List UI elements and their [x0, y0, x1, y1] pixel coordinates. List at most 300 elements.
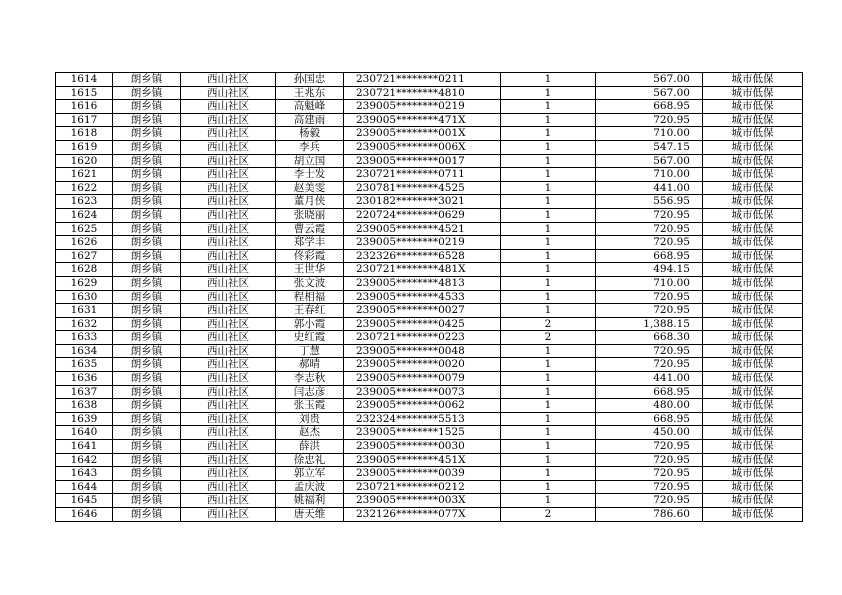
table-row: [56, 467, 803, 481]
table-row: [56, 181, 803, 195]
serial-number-cell: 1623: [56, 195, 113, 209]
table-row: [56, 290, 803, 304]
table-row: [56, 195, 803, 209]
town-cell: 朗乡镇: [113, 467, 181, 481]
data-sheet: [55, 72, 803, 522]
serial-number-cell: 1635: [56, 358, 113, 372]
table-row: [56, 208, 803, 222]
amount-cell: 480.00: [596, 399, 703, 413]
town-cell: 朗乡镇: [113, 140, 181, 154]
town-cell: 朗乡镇: [113, 222, 181, 236]
benefit-type-cell: 城市低保: [703, 480, 803, 494]
community-cell: 西山社区: [181, 127, 276, 141]
community-cell: 西山社区: [181, 344, 276, 358]
person-name-cell: 郭立军: [276, 467, 344, 481]
household-count-cell: 1: [501, 399, 596, 413]
household-count-cell: 1: [501, 86, 596, 100]
serial-number-cell: 1636: [56, 372, 113, 386]
person-name-cell: 闫志彦: [276, 385, 344, 399]
table-row: [56, 372, 803, 386]
amount-cell: 720.95: [596, 113, 703, 127]
benefit-type-cell: 城市低保: [703, 304, 803, 318]
table-row: [56, 344, 803, 358]
serial-number-cell: 1614: [56, 73, 113, 87]
person-name-cell: 张文波: [276, 276, 344, 290]
person-name-cell: 王兆东: [276, 86, 344, 100]
person-name-cell: 徐忠礼: [276, 453, 344, 467]
person-name-cell: 刘贵: [276, 412, 344, 426]
town-cell: 朗乡镇: [113, 86, 181, 100]
table-row: [56, 426, 803, 440]
serial-number-cell: 1645: [56, 494, 113, 508]
amount-cell: 720.95: [596, 453, 703, 467]
amount-cell: 710.00: [596, 127, 703, 141]
id-number-cell: 239005********0425: [344, 317, 501, 331]
community-cell: 西山社区: [181, 73, 276, 87]
household-count-cell: 1: [501, 208, 596, 222]
amount-cell: 720.95: [596, 480, 703, 494]
household-count-cell: 1: [501, 453, 596, 467]
town-cell: 朗乡镇: [113, 195, 181, 209]
household-count-cell: 2: [501, 317, 596, 331]
id-number-cell: 232126********077X: [344, 508, 501, 522]
amount-cell: 494.15: [596, 263, 703, 277]
table-row: [56, 140, 803, 154]
town-cell: 朗乡镇: [113, 113, 181, 127]
town-cell: 朗乡镇: [113, 331, 181, 345]
community-cell: 西山社区: [181, 426, 276, 440]
benefit-type-cell: 城市低保: [703, 249, 803, 263]
community-cell: 西山社区: [181, 236, 276, 250]
community-cell: 西山社区: [181, 412, 276, 426]
amount-cell: 720.95: [596, 358, 703, 372]
id-number-cell: 230721********0211: [344, 73, 501, 87]
amount-cell: 547.15: [596, 140, 703, 154]
benefit-type-cell: 城市低保: [703, 453, 803, 467]
town-cell: 朗乡镇: [113, 317, 181, 331]
household-count-cell: 1: [501, 195, 596, 209]
town-cell: 朗乡镇: [113, 263, 181, 277]
town-cell: 朗乡镇: [113, 154, 181, 168]
household-count-cell: 1: [501, 304, 596, 318]
person-name-cell: 佟彩霞: [276, 249, 344, 263]
benefit-type-cell: 城市低保: [703, 344, 803, 358]
table-row: [56, 263, 803, 277]
household-count-cell: 1: [501, 127, 596, 141]
benefit-type-cell: 城市低保: [703, 426, 803, 440]
community-cell: 西山社区: [181, 100, 276, 114]
household-count-cell: 1: [501, 385, 596, 399]
community-cell: 西山社区: [181, 249, 276, 263]
table-row: [56, 494, 803, 508]
amount-cell: 720.95: [596, 344, 703, 358]
records-table-body: [56, 73, 803, 522]
serial-number-cell: 1634: [56, 344, 113, 358]
community-cell: 西山社区: [181, 331, 276, 345]
town-cell: 朗乡镇: [113, 440, 181, 454]
table-row: [56, 399, 803, 413]
id-number-cell: 230721********0212: [344, 480, 501, 494]
household-count-cell: 1: [501, 344, 596, 358]
benefit-type-cell: 城市低保: [703, 412, 803, 426]
town-cell: 朗乡镇: [113, 426, 181, 440]
amount-cell: 556.95: [596, 195, 703, 209]
id-number-cell: 239005********001X: [344, 127, 501, 141]
serial-number-cell: 1642: [56, 453, 113, 467]
household-count-cell: 1: [501, 73, 596, 87]
amount-cell: 786.60: [596, 508, 703, 522]
person-name-cell: 薛洪: [276, 440, 344, 454]
community-cell: 西山社区: [181, 304, 276, 318]
id-number-cell: 239005********1525: [344, 426, 501, 440]
table-row: [56, 127, 803, 141]
id-number-cell: 230721********481X: [344, 263, 501, 277]
person-name-cell: 郑学丰: [276, 236, 344, 250]
serial-number-cell: 1622: [56, 181, 113, 195]
town-cell: 朗乡镇: [113, 344, 181, 358]
id-number-cell: 232326********6528: [344, 249, 501, 263]
household-count-cell: 1: [501, 168, 596, 182]
table-row: [56, 317, 803, 331]
amount-cell: 720.95: [596, 208, 703, 222]
amount-cell: 668.30: [596, 331, 703, 345]
id-number-cell: 239005********0219: [344, 236, 501, 250]
town-cell: 朗乡镇: [113, 73, 181, 87]
town-cell: 朗乡镇: [113, 480, 181, 494]
serial-number-cell: 1626: [56, 236, 113, 250]
benefit-type-cell: 城市低保: [703, 440, 803, 454]
id-number-cell: 230182********3021: [344, 195, 501, 209]
amount-cell: 567.00: [596, 154, 703, 168]
serial-number-cell: 1630: [56, 290, 113, 304]
serial-number-cell: 1643: [56, 467, 113, 481]
community-cell: 西山社区: [181, 440, 276, 454]
records-table: [55, 72, 803, 522]
community-cell: 西山社区: [181, 399, 276, 413]
amount-cell: 720.95: [596, 440, 703, 454]
town-cell: 朗乡镇: [113, 181, 181, 195]
serial-number-cell: 1627: [56, 249, 113, 263]
id-number-cell: 239005********0039: [344, 467, 501, 481]
id-number-cell: 230721********0711: [344, 168, 501, 182]
id-number-cell: 239005********0079: [344, 372, 501, 386]
benefit-type-cell: 城市低保: [703, 113, 803, 127]
benefit-type-cell: 城市低保: [703, 358, 803, 372]
table-row: [56, 249, 803, 263]
amount-cell: 1,388.15: [596, 317, 703, 331]
benefit-type-cell: 城市低保: [703, 331, 803, 345]
community-cell: 西山社区: [181, 140, 276, 154]
town-cell: 朗乡镇: [113, 276, 181, 290]
person-name-cell: 胡立国: [276, 154, 344, 168]
table-row: [56, 385, 803, 399]
serial-number-cell: 1631: [56, 304, 113, 318]
benefit-type-cell: 城市低保: [703, 290, 803, 304]
serial-number-cell: 1620: [56, 154, 113, 168]
person-name-cell: 张玉霞: [276, 399, 344, 413]
id-number-cell: 239005********0219: [344, 100, 501, 114]
community-cell: 西山社区: [181, 480, 276, 494]
serial-number-cell: 1617: [56, 113, 113, 127]
benefit-type-cell: 城市低保: [703, 372, 803, 386]
id-number-cell: 239005********0027: [344, 304, 501, 318]
person-name-cell: 赵杰: [276, 426, 344, 440]
household-count-cell: 1: [501, 412, 596, 426]
person-name-cell: 杨毅: [276, 127, 344, 141]
serial-number-cell: 1629: [56, 276, 113, 290]
serial-number-cell: 1632: [56, 317, 113, 331]
town-cell: 朗乡镇: [113, 494, 181, 508]
household-count-cell: 1: [501, 372, 596, 386]
amount-cell: 720.95: [596, 222, 703, 236]
table-row: [56, 86, 803, 100]
town-cell: 朗乡镇: [113, 399, 181, 413]
person-name-cell: 曹云霞: [276, 222, 344, 236]
community-cell: 西山社区: [181, 222, 276, 236]
person-name-cell: 程相福: [276, 290, 344, 304]
town-cell: 朗乡镇: [113, 372, 181, 386]
person-name-cell: 唐天维: [276, 508, 344, 522]
person-name-cell: 王世华: [276, 263, 344, 277]
amount-cell: 441.00: [596, 372, 703, 386]
household-count-cell: 1: [501, 494, 596, 508]
benefit-type-cell: 城市低保: [703, 154, 803, 168]
table-row: [56, 168, 803, 182]
table-row: [56, 412, 803, 426]
household-count-cell: 1: [501, 358, 596, 372]
household-count-cell: 2: [501, 331, 596, 345]
id-number-cell: 239005********0062: [344, 399, 501, 413]
id-number-cell: 232324********5513: [344, 412, 501, 426]
benefit-type-cell: 城市低保: [703, 263, 803, 277]
town-cell: 朗乡镇: [113, 385, 181, 399]
serial-number-cell: 1628: [56, 263, 113, 277]
amount-cell: 720.95: [596, 290, 703, 304]
person-name-cell: 高建雨: [276, 113, 344, 127]
amount-cell: 668.95: [596, 412, 703, 426]
table-row: [56, 154, 803, 168]
community-cell: 西山社区: [181, 113, 276, 127]
community-cell: 西山社区: [181, 317, 276, 331]
serial-number-cell: 1625: [56, 222, 113, 236]
person-name-cell: 孟庆波: [276, 480, 344, 494]
benefit-type-cell: 城市低保: [703, 127, 803, 141]
person-name-cell: 姚福利: [276, 494, 344, 508]
person-name-cell: 高魁峰: [276, 100, 344, 114]
community-cell: 西山社区: [181, 508, 276, 522]
id-number-cell: 230721********0223: [344, 331, 501, 345]
serial-number-cell: 1633: [56, 331, 113, 345]
benefit-type-cell: 城市低保: [703, 467, 803, 481]
amount-cell: 710.00: [596, 168, 703, 182]
table-row: [56, 331, 803, 345]
person-name-cell: 孙国忠: [276, 73, 344, 87]
amount-cell: 720.95: [596, 304, 703, 318]
id-number-cell: 230721********4810: [344, 86, 501, 100]
table-row: [56, 304, 803, 318]
table-row: [56, 453, 803, 467]
table-row: [56, 222, 803, 236]
community-cell: 西山社区: [181, 154, 276, 168]
person-name-cell: 郝晴: [276, 358, 344, 372]
household-count-cell: 1: [501, 236, 596, 250]
household-count-cell: 1: [501, 113, 596, 127]
serial-number-cell: 1637: [56, 385, 113, 399]
community-cell: 西山社区: [181, 358, 276, 372]
benefit-type-cell: 城市低保: [703, 236, 803, 250]
town-cell: 朗乡镇: [113, 508, 181, 522]
benefit-type-cell: 城市低保: [703, 140, 803, 154]
person-name-cell: 郭小霞: [276, 317, 344, 331]
benefit-type-cell: 城市低保: [703, 195, 803, 209]
household-count-cell: 1: [501, 276, 596, 290]
community-cell: 西山社区: [181, 263, 276, 277]
id-number-cell: 239005********0048: [344, 344, 501, 358]
amount-cell: 710.00: [596, 276, 703, 290]
benefit-type-cell: 城市低保: [703, 168, 803, 182]
town-cell: 朗乡镇: [113, 236, 181, 250]
town-cell: 朗乡镇: [113, 290, 181, 304]
person-name-cell: 李志秋: [276, 372, 344, 386]
amount-cell: 668.95: [596, 385, 703, 399]
table-row: [56, 73, 803, 87]
community-cell: 西山社区: [181, 168, 276, 182]
town-cell: 朗乡镇: [113, 412, 181, 426]
person-name-cell: 史红霞: [276, 331, 344, 345]
household-count-cell: 1: [501, 154, 596, 168]
household-count-cell: 1: [501, 440, 596, 454]
id-number-cell: 239005********0030: [344, 440, 501, 454]
table-row: [56, 440, 803, 454]
town-cell: 朗乡镇: [113, 304, 181, 318]
amount-cell: 720.95: [596, 236, 703, 250]
table-row: [56, 358, 803, 372]
community-cell: 西山社区: [181, 372, 276, 386]
id-number-cell: 239005********0017: [344, 154, 501, 168]
community-cell: 西山社区: [181, 290, 276, 304]
serial-number-cell: 1639: [56, 412, 113, 426]
person-name-cell: 李兵: [276, 140, 344, 154]
town-cell: 朗乡镇: [113, 127, 181, 141]
id-number-cell: 220724********0629: [344, 208, 501, 222]
serial-number-cell: 1641: [56, 440, 113, 454]
amount-cell: 567.00: [596, 73, 703, 87]
household-count-cell: 1: [501, 467, 596, 481]
id-number-cell: 239005********4813: [344, 276, 501, 290]
town-cell: 朗乡镇: [113, 358, 181, 372]
id-number-cell: 239005********0073: [344, 385, 501, 399]
id-number-cell: 239005********0020: [344, 358, 501, 372]
town-cell: 朗乡镇: [113, 168, 181, 182]
id-number-cell: 239005********4521: [344, 222, 501, 236]
household-count-cell: 1: [501, 140, 596, 154]
table-row: [56, 276, 803, 290]
person-name-cell: 赵美雯: [276, 181, 344, 195]
table-row: [56, 508, 803, 522]
amount-cell: 441.00: [596, 181, 703, 195]
household-count-cell: 1: [501, 181, 596, 195]
serial-number-cell: 1618: [56, 127, 113, 141]
benefit-type-cell: 城市低保: [703, 385, 803, 399]
community-cell: 西山社区: [181, 181, 276, 195]
amount-cell: 668.95: [596, 249, 703, 263]
id-number-cell: 239005********471X: [344, 113, 501, 127]
community-cell: 西山社区: [181, 276, 276, 290]
household-count-cell: 1: [501, 263, 596, 277]
serial-number-cell: 1615: [56, 86, 113, 100]
id-number-cell: 239005********4533: [344, 290, 501, 304]
serial-number-cell: 1640: [56, 426, 113, 440]
benefit-type-cell: 城市低保: [703, 317, 803, 331]
household-count-cell: 1: [501, 222, 596, 236]
community-cell: 西山社区: [181, 208, 276, 222]
household-count-cell: 2: [501, 508, 596, 522]
benefit-type-cell: 城市低保: [703, 181, 803, 195]
amount-cell: 567.00: [596, 86, 703, 100]
serial-number-cell: 1644: [56, 480, 113, 494]
community-cell: 西山社区: [181, 195, 276, 209]
community-cell: 西山社区: [181, 467, 276, 481]
table-row: [56, 100, 803, 114]
benefit-type-cell: 城市低保: [703, 276, 803, 290]
table-row: [56, 480, 803, 494]
town-cell: 朗乡镇: [113, 208, 181, 222]
town-cell: 朗乡镇: [113, 453, 181, 467]
town-cell: 朗乡镇: [113, 100, 181, 114]
serial-number-cell: 1646: [56, 508, 113, 522]
table-row: [56, 236, 803, 250]
serial-number-cell: 1616: [56, 100, 113, 114]
household-count-cell: 1: [501, 426, 596, 440]
benefit-type-cell: 城市低保: [703, 494, 803, 508]
benefit-type-cell: 城市低保: [703, 508, 803, 522]
household-count-cell: 1: [501, 249, 596, 263]
person-name-cell: 王春红: [276, 304, 344, 318]
community-cell: 西山社区: [181, 86, 276, 100]
id-number-cell: 239005********451X: [344, 453, 501, 467]
amount-cell: 668.95: [596, 100, 703, 114]
serial-number-cell: 1624: [56, 208, 113, 222]
community-cell: 西山社区: [181, 385, 276, 399]
benefit-type-cell: 城市低保: [703, 73, 803, 87]
person-name-cell: 李士发: [276, 168, 344, 182]
household-count-cell: 1: [501, 290, 596, 304]
community-cell: 西山社区: [181, 453, 276, 467]
household-count-cell: 1: [501, 480, 596, 494]
amount-cell: 720.95: [596, 467, 703, 481]
town-cell: 朗乡镇: [113, 249, 181, 263]
community-cell: 西山社区: [181, 494, 276, 508]
person-name-cell: 董月侠: [276, 195, 344, 209]
id-number-cell: 230781********4525: [344, 181, 501, 195]
benefit-type-cell: 城市低保: [703, 399, 803, 413]
id-number-cell: 239005********006X: [344, 140, 501, 154]
amount-cell: 450.00: [596, 426, 703, 440]
serial-number-cell: 1621: [56, 168, 113, 182]
id-number-cell: 239005********003X: [344, 494, 501, 508]
serial-number-cell: 1638: [56, 399, 113, 413]
benefit-type-cell: 城市低保: [703, 222, 803, 236]
household-count-cell: 1: [501, 100, 596, 114]
benefit-type-cell: 城市低保: [703, 86, 803, 100]
serial-number-cell: 1619: [56, 140, 113, 154]
person-name-cell: 丁慧: [276, 344, 344, 358]
table-row: [56, 113, 803, 127]
benefit-type-cell: 城市低保: [703, 208, 803, 222]
benefit-type-cell: 城市低保: [703, 100, 803, 114]
amount-cell: 720.95: [596, 494, 703, 508]
person-name-cell: 张晓丽: [276, 208, 344, 222]
